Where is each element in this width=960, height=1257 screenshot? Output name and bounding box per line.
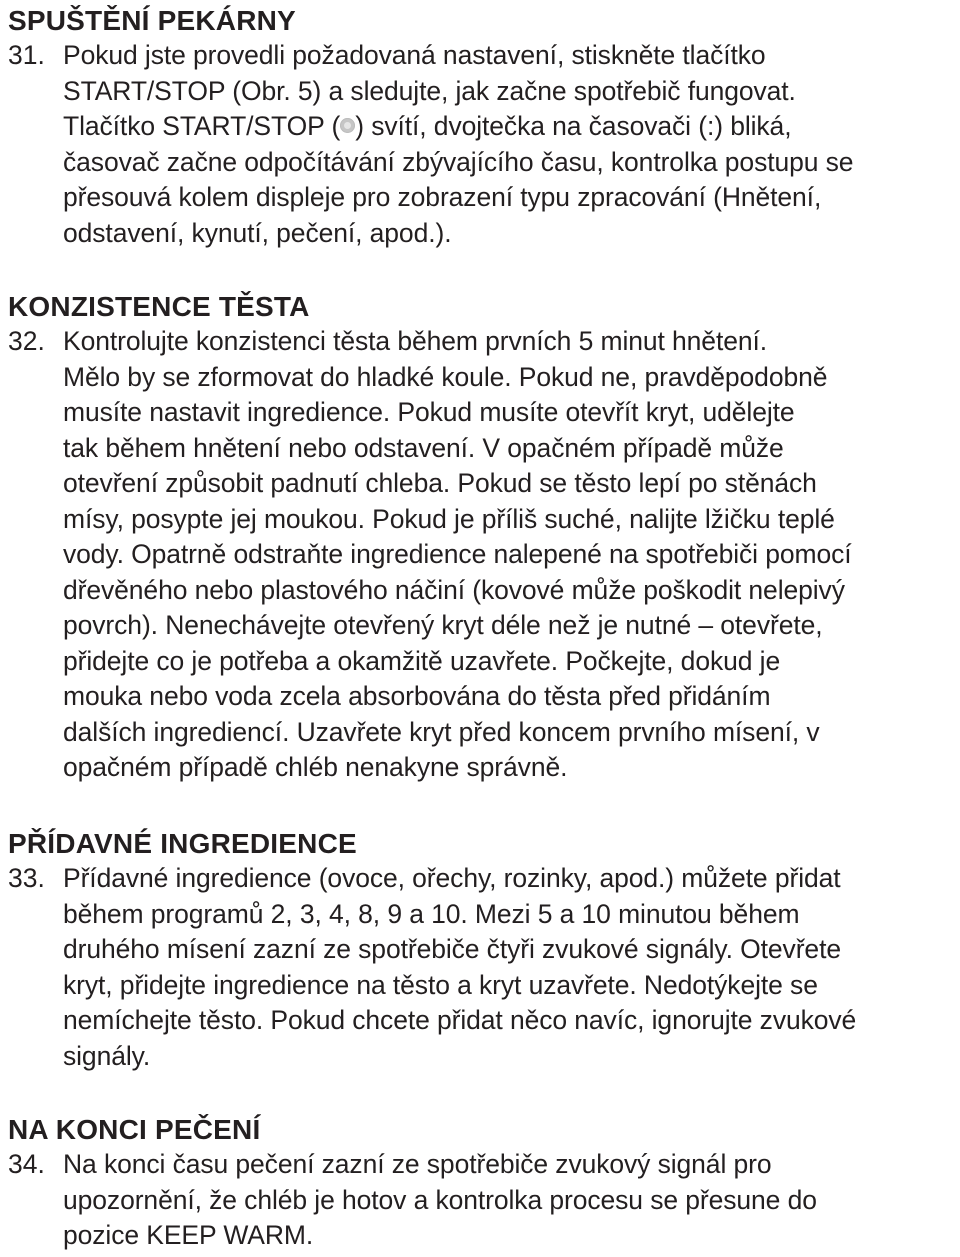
text-line: časovač začne odpočítávání zbývajícího času, kontrolka postupu se (63, 146, 854, 177)
instruction-item (8, 1147, 960, 1254)
text-line: mísy, posypte jej moukou. Pokud je příliš suché, nalijte lžičku teplé (63, 503, 835, 534)
text-line: START/STOP (Obr. 5) a sledujte, jak začne spotřebič fungovat. (63, 75, 796, 106)
text-line: mouka nebo voda zcela absorbována do těsta před přidáním (63, 681, 771, 711)
text-line: pozice KEEP WARM. (63, 1220, 314, 1250)
section-end-of-baking (8, 1113, 960, 1254)
section-heading: NA KONCI PEČENÍ (8, 1114, 261, 1145)
text-line: nemíchejte těsto. Pokud chcete přidat něco navíc, ignorujte zvukové (63, 1005, 857, 1035)
section-dough-consistency (8, 290, 960, 786)
text-line: druhého mísení zazní ze spotřebiče čtyři zvukové signály. Otevřete (63, 934, 841, 964)
section-heading: SPUŠTĚNÍ PEKÁRNY (8, 5, 296, 36)
item-text (63, 1147, 960, 1254)
section-baking-start (8, 4, 960, 251)
text-line: tak během hnětení nebo odstavení. V opačném případě může (63, 432, 784, 463)
text-line: přidejte co je potřeba a okamžitě uzavřete. Počkejte, dokud je (63, 645, 781, 676)
instruction-item (8, 38, 960, 251)
text-line: přesouvá kolem displeje pro zobrazení typu zpracování (Hnětení, (63, 182, 822, 212)
text-segment: ) svítí, dvojtečka na časovači (:) bliká, (355, 111, 792, 141)
text-line: Přídavné ingredience (ovoce, ořechy, rozinky, apod.) můžete přidat (63, 863, 841, 893)
start-stop-button-icon (340, 118, 355, 133)
text-line (63, 109, 960, 145)
text-line: otevření způsobit padnutí chleba. Pokud se těsto lepí po stěnách (63, 468, 817, 498)
item-number: 34. (8, 1149, 45, 1179)
text-line: opačném případě chléb nenakyne správně. (63, 752, 568, 782)
item-number: 33. (8, 863, 45, 893)
section-additional-ingredients (8, 827, 960, 1074)
text-line: signály. (63, 1040, 151, 1071)
text-line: Na konci času pečení zazní ze spotřebiče zvukový signál pro (63, 1149, 772, 1179)
item-number: 31. (8, 40, 45, 70)
text-line: upozornění, že chléb je hotov a kontrolka procesu se přesune do (63, 1184, 817, 1215)
instruction-item (8, 861, 960, 1074)
section-heading: PŘÍDAVNÉ INGREDIENCE (8, 828, 357, 859)
item-text (63, 861, 960, 1074)
text-line: Mělo by se zformovat do hladké koule. Pokud ne, pravděpodobně (63, 361, 828, 392)
text-line: povrch). Nenechávejte otevřený kryt déle než je nutné – otevřete, (63, 610, 823, 640)
text-line: během programů 2, 3, 4, 8, 9 a 10. Mezi 5 a 10 minutou během (63, 898, 800, 929)
text-segment: Tlačítko START/STOP ( (63, 111, 341, 141)
text-line: dalších ingrediencí. Uzavřete kryt před koncem prvního mísení, v (63, 716, 820, 747)
instruction-item (8, 324, 960, 786)
section-heading: KONZISTENCE TĚSTA (8, 291, 310, 322)
item-number: 32. (8, 326, 45, 356)
text-line: odstavení, kynutí, pečení, apod.). (63, 217, 452, 248)
text-line: vody. Opatrně odstraňte ingredience nalepené na spotřebiči pomocí (63, 539, 852, 569)
text-line: kryt, přidejte ingredience na těsto a kryt uzavřete. Nedotýkejte se (63, 969, 818, 1000)
item-text (63, 324, 960, 786)
item-text (63, 38, 960, 251)
text-line: Kontrolujte konzistenci těsta během prvních 5 minut hnětení. (63, 326, 768, 356)
text-line: Pokud jste provedli požadovaná nastavení, stiskněte tlačítko (63, 40, 766, 70)
text-line: dřevěného nebo plastového náčiní (kovové může poškodit nelepivý (63, 574, 845, 605)
text-line: musíte nastavit ingredience. Pokud musíte otevřít kryt, udělejte (63, 397, 795, 427)
